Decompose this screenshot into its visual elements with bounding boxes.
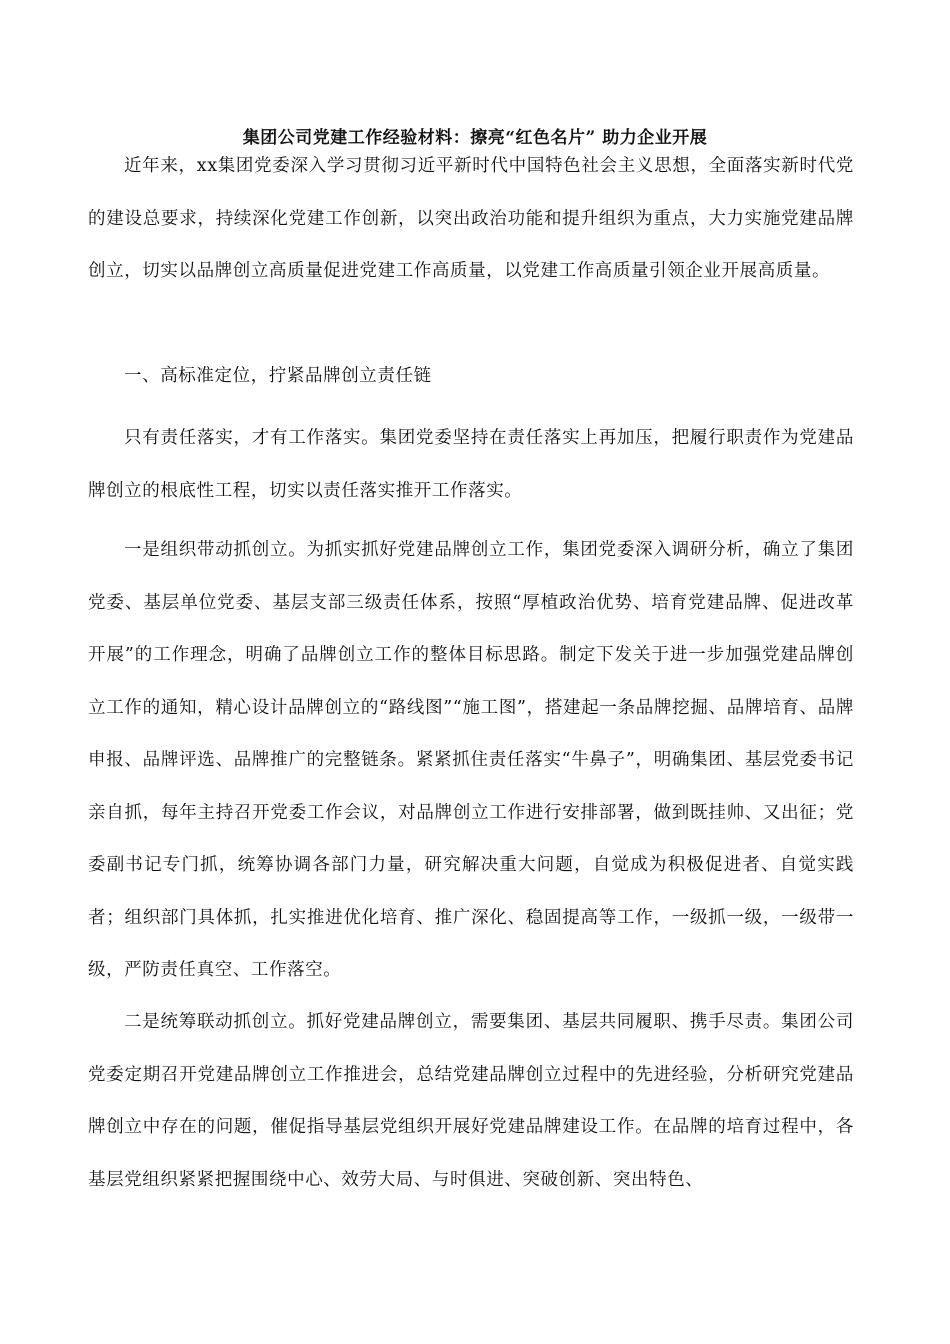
document-title: 集团公司党建工作经验材料：擦亮“红色名片” 助力企业开展: [242, 128, 708, 148]
paragraph-intro: 近年来，xx集团党委深入学习贯彻习近平新时代中国特色社会主义思想，全面落实新时代党的建设总要求，持续深化党建工作创新，以突出政治功能和提升组织为重点，大力实施党建品牌创立，切实以品牌创立高质量促进党建工作高质量，以党建工作高质量引领企业开展高质量。: [88, 156, 854, 281]
paragraph-coordination: 二是统筹联动抓创立。抓好党建品牌创立，需要集团、基层共同履职、携手尽责。集团公司党委定期召开党建品牌创立工作推进会，总结党建品牌创立过程中的先进经验，分析研究党建品牌创立中存在的问题，催促指导基层党组织开展好党建品牌建设工作。在品牌的培育过程中，各基层党组织紧紧把握围绕中心、效劳大局、与时俱进、突破创新、突出特色、: [88, 1012, 854, 1190]
paragraph-organization: 一是组织带动抓创立。为抓实抓好党建品牌创立工作，集团党委深入调研分析，确立了集团党委、基层单位党委、基层支部三级责任体系，按照“厚植政治优势、培育党建品牌、促进改革开展”的工作理念，明确了品牌创立工作的整体目标思路。制定下发关于进一步加强党建品牌创立工作的通知，精心设计品牌创立的“路线图”“施工图”，搭建起一条品牌挖掘、品牌培育、品牌申报、品牌评选、品牌推广的完整链条。紧紧抓住责任落实“牛鼻子”，明确集团、基层党委书记亲自抓，每年主持召开党委工作会议，对品牌创立工作进行安排部署，做到既挂帅、又出征；党委副书记专门抓，统筹协调各部门力量，研究解决重大问题，自觉成为积极促进者、自觉实践者；组织部门具体抓，扎实推进优化培育、推广深化、稳固提高等工作，一级抓一级，一级带一级，严防责任真空、工作落空。: [88, 540, 854, 980]
paragraph-responsibility: 只有责任落实，才有工作落实。集团党委坚持在责任落实上再加压，把履行职责作为党建品牌创立的根底性工程，切实以责任落实推开工作落实。: [88, 428, 854, 501]
section-heading-1: 一、高标准定位，拧紧品牌创立责任链: [124, 366, 432, 386]
